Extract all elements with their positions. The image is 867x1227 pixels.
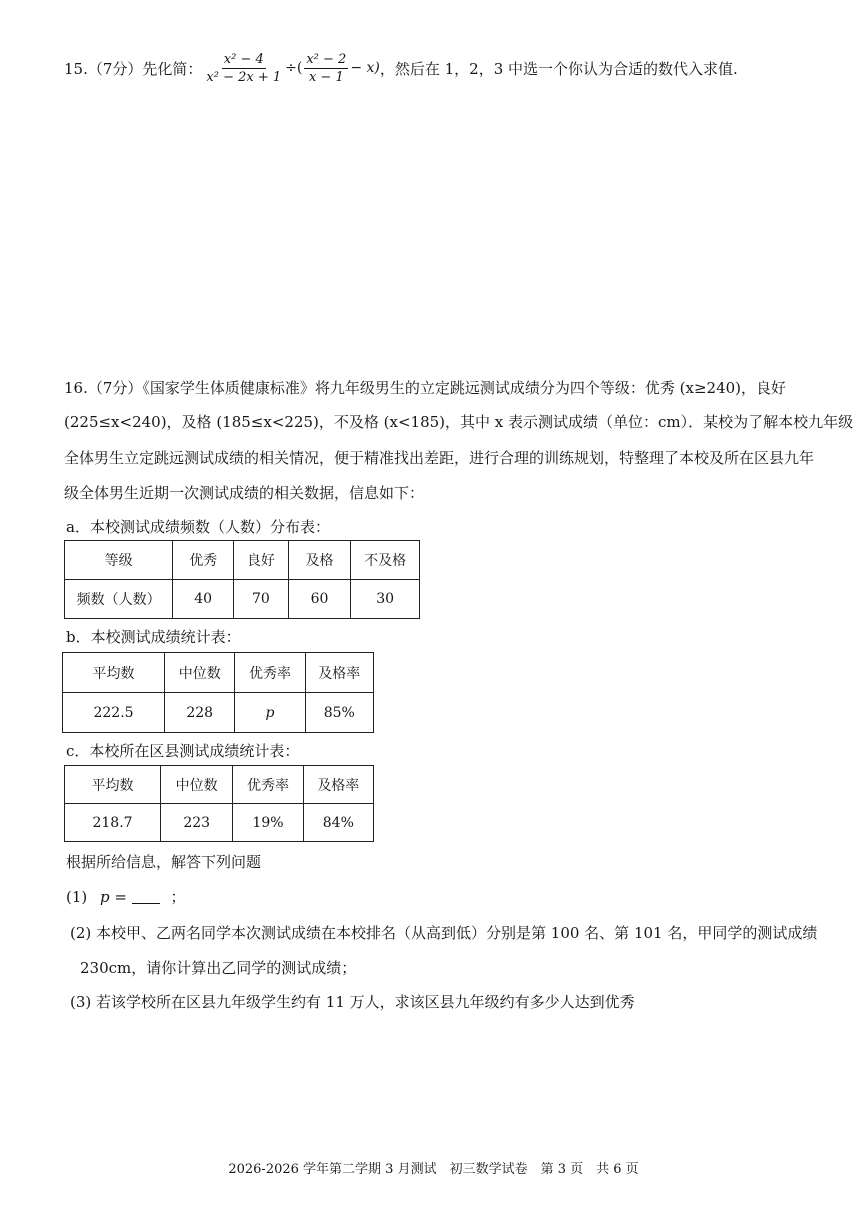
question-15 xyxy=(64,48,738,88)
table-a-header-row xyxy=(65,541,420,580)
fraction-1 xyxy=(204,52,283,85)
table-b-cell: p xyxy=(235,693,305,733)
table-c-header-cell: 优秀率 xyxy=(233,766,303,804)
q15-label: 15.（7分）先化简： xyxy=(64,59,203,78)
table-a-header-cell: 及格 xyxy=(288,541,351,580)
table-a-cell: 频数（人数） xyxy=(65,580,173,619)
table-b-header-cell: 平均数 xyxy=(63,653,165,693)
q16-line-1: 16.（7分）《国家学生体质健康标准》将九年级男生的立定跳远测试成绩分为四个等级：优秀 (x≥240)，良好 xyxy=(64,379,787,397)
table-c-cell: 218.7 xyxy=(65,804,161,842)
question-2-line-1: (2) 本校甲、乙两名同学本次测试成绩在本校排名（从高到低）分别是第 100 名、第 101 名，甲同学的测试成绩 xyxy=(70,924,818,942)
page-footer: 2026-2026 学年第二学期 3 月测试 初三数学试卷 第 3 页 共 6 页 xyxy=(228,1162,639,1177)
table-a-cell: 40 xyxy=(173,580,234,619)
fraction-2-denominator: x − 1 xyxy=(308,69,344,85)
fraction-2 xyxy=(304,52,348,85)
fraction-2-numerator: x² − 2 xyxy=(306,51,347,67)
questions-intro: 根据所给信息，解答下列问题 xyxy=(66,853,262,871)
table-a-caption: a．本校测试成绩频数（人数）分布表： xyxy=(66,518,330,536)
q1-suffix: ； xyxy=(170,888,186,906)
table-b-data-row xyxy=(63,693,374,733)
table-a-header-cell: 等级 xyxy=(65,541,173,580)
table-c-cell: 223 xyxy=(161,804,233,842)
q16-line-3: 全体男生立定跳远测试成绩的相关情况，便于精准找出差距，进行合理的训练规划，特整理了本校及所在区县九年 xyxy=(64,449,815,467)
q1-variable: p = xyxy=(100,888,127,906)
table-b-header-cell: 中位数 xyxy=(165,653,235,693)
table-c-header-cell: 中位数 xyxy=(161,766,233,804)
table-a-cell: 70 xyxy=(234,580,289,619)
close-paren: − x) xyxy=(350,60,380,76)
fraction-1-numerator: x² − 4 xyxy=(223,51,264,67)
table-b-header-cell: 优秀率 xyxy=(235,653,305,693)
table-a xyxy=(64,540,420,619)
table-c-header-cell: 平均数 xyxy=(65,766,161,804)
q16-line-4: 级全体男生近期一次测试成绩的相关数据，信息如下： xyxy=(64,484,425,502)
table-c-header-row xyxy=(65,766,374,804)
question-2-line-2: 230cm，请你计算出乙同学的测试成绩； xyxy=(80,959,357,977)
table-c xyxy=(64,765,374,842)
table-a-cell: 60 xyxy=(288,580,351,619)
table-a-header-cell: 不及格 xyxy=(351,541,420,580)
table-a-cell: 30 xyxy=(351,580,420,619)
table-c-header-cell: 及格率 xyxy=(303,766,373,804)
table-b-cell: 228 xyxy=(165,693,235,733)
table-c-data-row xyxy=(65,804,374,842)
table-b xyxy=(62,652,374,733)
answer-blank xyxy=(132,903,160,904)
question-3: (3) 若该学校所在区县九年级学生约有 11 万人，求该区县九年级约有多少人达到优秀 xyxy=(70,993,635,1011)
table-c-cell: 19% xyxy=(233,804,303,842)
table-c-cell: 84% xyxy=(303,804,373,842)
question-1 xyxy=(66,886,186,907)
q16-line-2: (225≤x<240)，及格 (185≤x<225)，不及格 (x<185)，其中 x 表示测试成绩（单位：cm）．某校为了解本校九年级 xyxy=(64,413,854,431)
fraction-1-denominator: x² − 2x + 1 xyxy=(206,69,282,85)
table-b-header-row xyxy=(63,653,374,693)
table-b-header-cell: 及格率 xyxy=(305,653,373,693)
table-a-header-cell: 良好 xyxy=(234,541,289,580)
table-c-caption: c．本校所在区县测试成绩统计表： xyxy=(66,742,300,760)
divide-operator: ÷( xyxy=(285,60,303,76)
table-b-cell: 222.5 xyxy=(63,693,165,733)
table-b-caption: b．本校测试成绩统计表： xyxy=(66,628,241,646)
table-b-cell: 85% xyxy=(305,693,373,733)
q15-tail: ，然后在 1，2，3 中选一个你认为合适的数代入求值. xyxy=(379,59,738,78)
table-a-data-row xyxy=(65,580,420,619)
q1-prefix: (1) xyxy=(66,888,88,906)
table-a-header-cell: 优秀 xyxy=(173,541,234,580)
